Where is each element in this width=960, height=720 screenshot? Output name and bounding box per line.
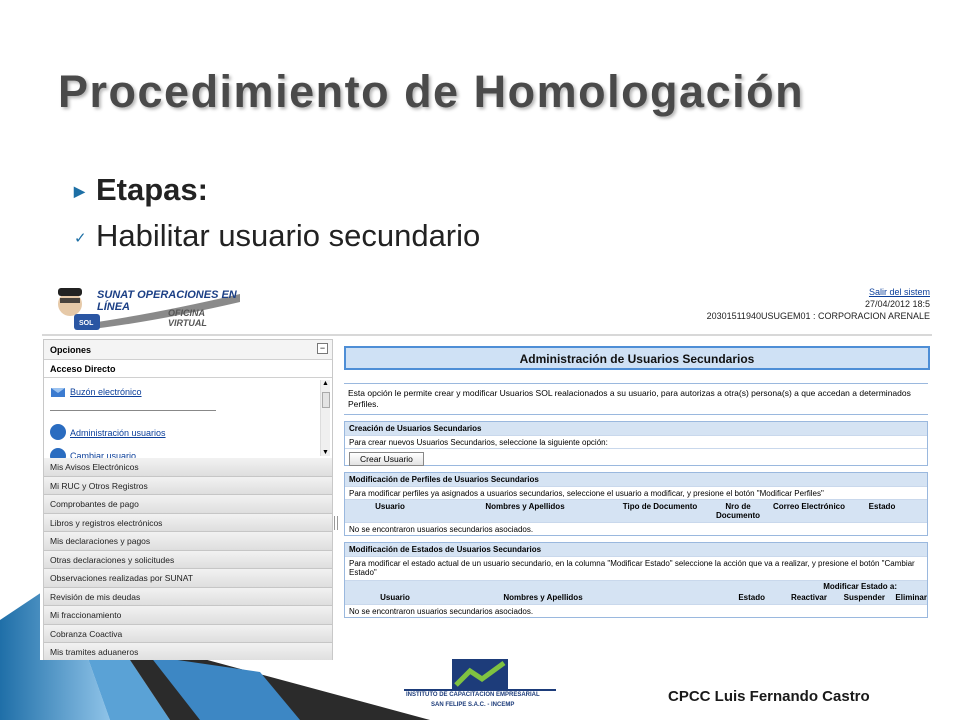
estados-text: Para modificar el estado actual de un usuario secundario, en la columna "Modificar Estado" seleccione la acción que va a realizar, y presione el botón "Cambiar Estado" xyxy=(345,556,927,580)
section-perfiles xyxy=(344,472,928,536)
menu-item[interactable]: Mis Avisos Electrónicos xyxy=(44,458,332,477)
menu-item[interactable]: Cobranza Coactiva xyxy=(44,625,332,644)
crear-usuario-button[interactable]: Crear Usuario xyxy=(349,452,424,466)
menu-item[interactable]: Comprobantes de pago xyxy=(44,495,332,514)
main-panel xyxy=(344,346,930,642)
institute-name-line1: INSTITUTO DE CAPACITACIÓN EMPRESARIAL xyxy=(406,692,540,698)
col-nombres: Nombres y Apellidos xyxy=(485,502,565,511)
shortcut-cambiar-usuario[interactable]: Cambiar usuario xyxy=(70,451,137,458)
estados-empty: No se encontraron usuarios secundarios asociados. xyxy=(345,604,927,617)
scroll-down-icon[interactable]: ▼ xyxy=(322,449,329,456)
menu-item[interactable]: Libros y registros electrónicos xyxy=(44,514,332,533)
estados-header: Modificación de Estados de Usuarios Secundarios xyxy=(345,543,927,556)
institute-name-line2: SAN FELIPE S.A.C. - INCEMP xyxy=(431,702,515,708)
change-user-icon xyxy=(50,448,66,458)
main-title: Administración de Usuarios Secundarios xyxy=(344,346,930,370)
author-caption: CPCC Luis Fernando Castro xyxy=(668,688,870,705)
perfiles-table-header xyxy=(345,499,927,522)
shortcut-divider xyxy=(50,410,216,411)
col-reactivar: Reactivar xyxy=(790,593,827,602)
menu-item[interactable]: Mi fraccionamiento xyxy=(44,606,332,625)
col-correo: Correo Electrónico xyxy=(772,502,845,511)
perfiles-text: Para modificar perfiles ya asignados a usuarios secundarios, seleccione el usuario a modificar, y presione el botón "Modificar Perfiles" xyxy=(345,486,927,499)
menu-item[interactable]: Revisión de mis deudas xyxy=(44,588,332,607)
timestamp: 27/04/2012 18:5 xyxy=(864,299,930,309)
main-description: Esta opción le permite crear y modificar Usuarios SOL realacionados a su usuario, para autorizas a otra(s) persona(s) a que accedan a determinados Perfiles. xyxy=(344,383,928,415)
col-nro-documento: Nro de Documento xyxy=(716,502,760,520)
sunat-logo xyxy=(44,280,244,336)
options-header xyxy=(44,340,332,360)
creacion-header: Creación de Usuarios Secundarios xyxy=(345,422,927,435)
options-panel xyxy=(43,339,333,660)
estados-table-header xyxy=(345,591,927,604)
scroll-thumb[interactable] xyxy=(322,392,330,408)
section-creacion xyxy=(344,421,928,466)
triangle-bullet-icon: ▶ xyxy=(74,183,85,200)
col-tipo-documento: Tipo de Documento xyxy=(622,502,698,511)
modificar-estado-label: Modificar Estado a: xyxy=(823,582,897,591)
perfiles-empty: No se encontraron usuarios secundarios asociados. xyxy=(345,522,927,535)
col-eliminar: Eliminar xyxy=(895,593,927,602)
logo-subtitle: OFICINA VIRTUAL xyxy=(168,308,207,328)
mailbox-icon xyxy=(50,385,66,399)
admin-users-icon xyxy=(50,424,66,440)
section-estados xyxy=(344,542,928,618)
menu-item[interactable]: Mis tramites aduaneros xyxy=(44,643,332,660)
menu-item[interactable]: Observaciones realizadas por SUNAT xyxy=(44,569,332,588)
shortcut-buzon[interactable]: Buzón electrónico xyxy=(70,387,142,397)
bullet-habilitar-text: Habilitar usuario secundario xyxy=(96,218,481,253)
logout-link[interactable]: Salir del sistem xyxy=(868,287,930,297)
sunat-screenshot xyxy=(40,276,932,660)
estados-group-header xyxy=(345,580,927,591)
check-bullet-icon: ✓ xyxy=(74,229,87,247)
scroll-up-icon[interactable]: ▲ xyxy=(322,380,329,387)
col-estado: Estado xyxy=(868,502,896,511)
user-info: 20301511940USUGEM01 : CORPORACION ARENALE xyxy=(706,311,930,321)
bullet-etapas xyxy=(74,172,208,208)
col-nombres: Nombres y Apellidos xyxy=(503,593,583,602)
perfiles-header: Modificación de Perfiles de Usuarios Secundarios xyxy=(345,473,927,486)
bullet-etapas-text: Etapas: xyxy=(96,172,208,207)
logo-badge: SOL xyxy=(79,320,94,327)
bullet-habilitar xyxy=(74,218,480,254)
options-title: Opciones xyxy=(50,345,92,355)
session-info xyxy=(707,286,930,322)
menu-item[interactable]: Mis declaraciones y pagos xyxy=(44,532,332,551)
shortcut-admin-usuarios[interactable]: Administración usuarios xyxy=(70,428,166,438)
logo-title: SUNAT OPERACIONES EN LÍNEA xyxy=(97,289,237,313)
menu-item[interactable]: Otras declaraciones y solicitudes xyxy=(44,551,332,570)
collapse-button[interactable]: − xyxy=(317,343,328,354)
header-divider xyxy=(42,334,932,336)
creacion-button-row xyxy=(345,448,927,465)
menu-list xyxy=(44,458,332,660)
menu-item[interactable]: Mi RUC y Otros Registros xyxy=(44,477,332,496)
creacion-text: Para crear nuevos Usuarios Secundarios, seleccione la siguiente opción: xyxy=(345,435,927,448)
panel-splitter[interactable] xyxy=(334,516,338,530)
col-usuario: Usuario xyxy=(375,502,405,511)
slide-title: Procedimiento de Homologación xyxy=(58,66,805,117)
col-usuario: Usuario xyxy=(380,593,410,602)
col-suspender: Suspender xyxy=(843,593,885,602)
quick-access-header: Acceso Directo xyxy=(44,360,332,378)
quick-access-scrollbar[interactable] xyxy=(320,380,330,456)
quick-access-list xyxy=(44,378,332,458)
col-estado: Estado xyxy=(738,593,765,602)
